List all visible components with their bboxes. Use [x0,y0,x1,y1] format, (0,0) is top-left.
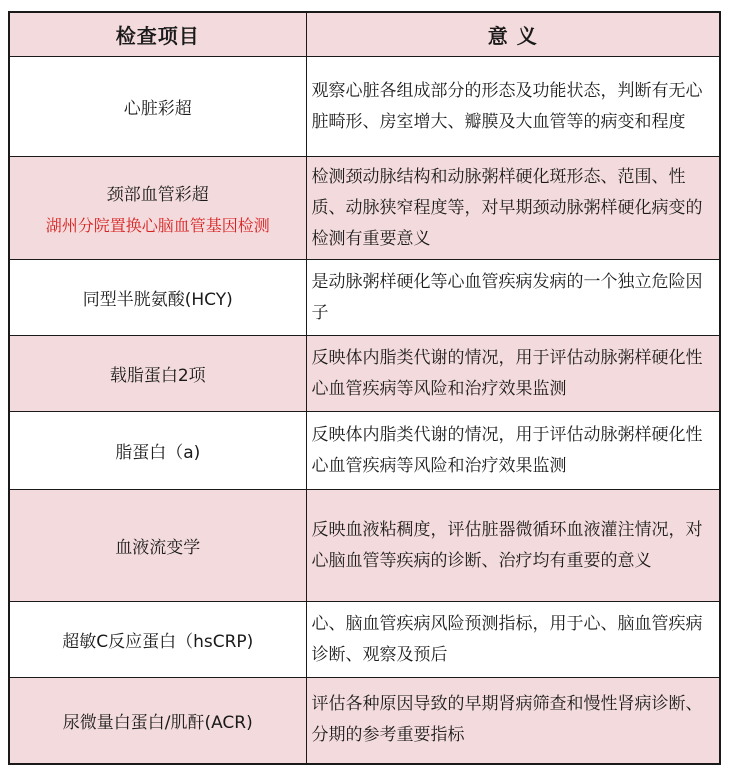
table-row [9,490,720,602]
meaning-cell: 观察心脏各组成部分的形态及功能状态，判断有无心脏畸形、房室增大、瓣膜及大血管等的病变和程度 [306,57,720,157]
table-row [9,157,720,260]
item-cell: 尿微量白蛋白/肌酐(ACR) [9,678,306,764]
item-note: 湖州分院置换心脑血管基因检测 [45,216,270,235]
item-cell: 脂蛋白（a) [9,412,306,490]
item-label: 颈部血管彩超 [106,185,209,205]
table-row [9,260,720,336]
table-row [9,57,720,157]
header-row [9,12,720,57]
meaning-cell: 检测颈动脉结构和动脉粥样硬化斑形态、范围、性质、动脉狭窄程度等，对早期颈动脉粥样硬化病变的检测有重要意义 [306,157,720,260]
table-row [9,678,720,764]
meaning-cell: 反映体内脂类代谢的情况，用于评估动脉粥样硬化性心血管疾病等风险和治疗效果监测 [306,336,720,412]
meaning-cell: 心、脑血管疾病风险预测指标，用于心、脑血管疾病诊断、观察及预后 [306,602,720,678]
table-row [9,602,720,678]
table-row [9,412,720,490]
item-cell: 同型半胱氨酸(HCY) [9,260,306,336]
meaning-cell: 反映血液粘稠度，评估脏器微循环血液灌注情况，对心脑血管等疾病的诊断、治疗均有重要的意义 [306,490,720,602]
header-item: 检查项目 [9,12,306,57]
exam-table [8,11,721,765]
meaning-cell: 反映体内脂类代谢的情况，用于评估动脉粥样硬化性心血管疾病等风险和治疗效果监测 [306,412,720,490]
item-cell: 超敏C反应蛋白（hsCRP) [9,602,306,678]
item-cell: 心脏彩超 [9,57,306,157]
meaning-cell: 是动脉粥样硬化等心血管疾病发病的一个独立危险因子 [306,260,720,336]
meaning-cell: 评估各种原因导致的早期肾病筛查和慢性肾病诊断、分期的参考重要指标 [306,678,720,764]
item-cell [9,157,306,260]
header-meaning: 意 义 [306,12,720,57]
item-cell: 载脂蛋白2项 [9,336,306,412]
item-cell: 血液流变学 [9,490,306,602]
table-row [9,336,720,412]
